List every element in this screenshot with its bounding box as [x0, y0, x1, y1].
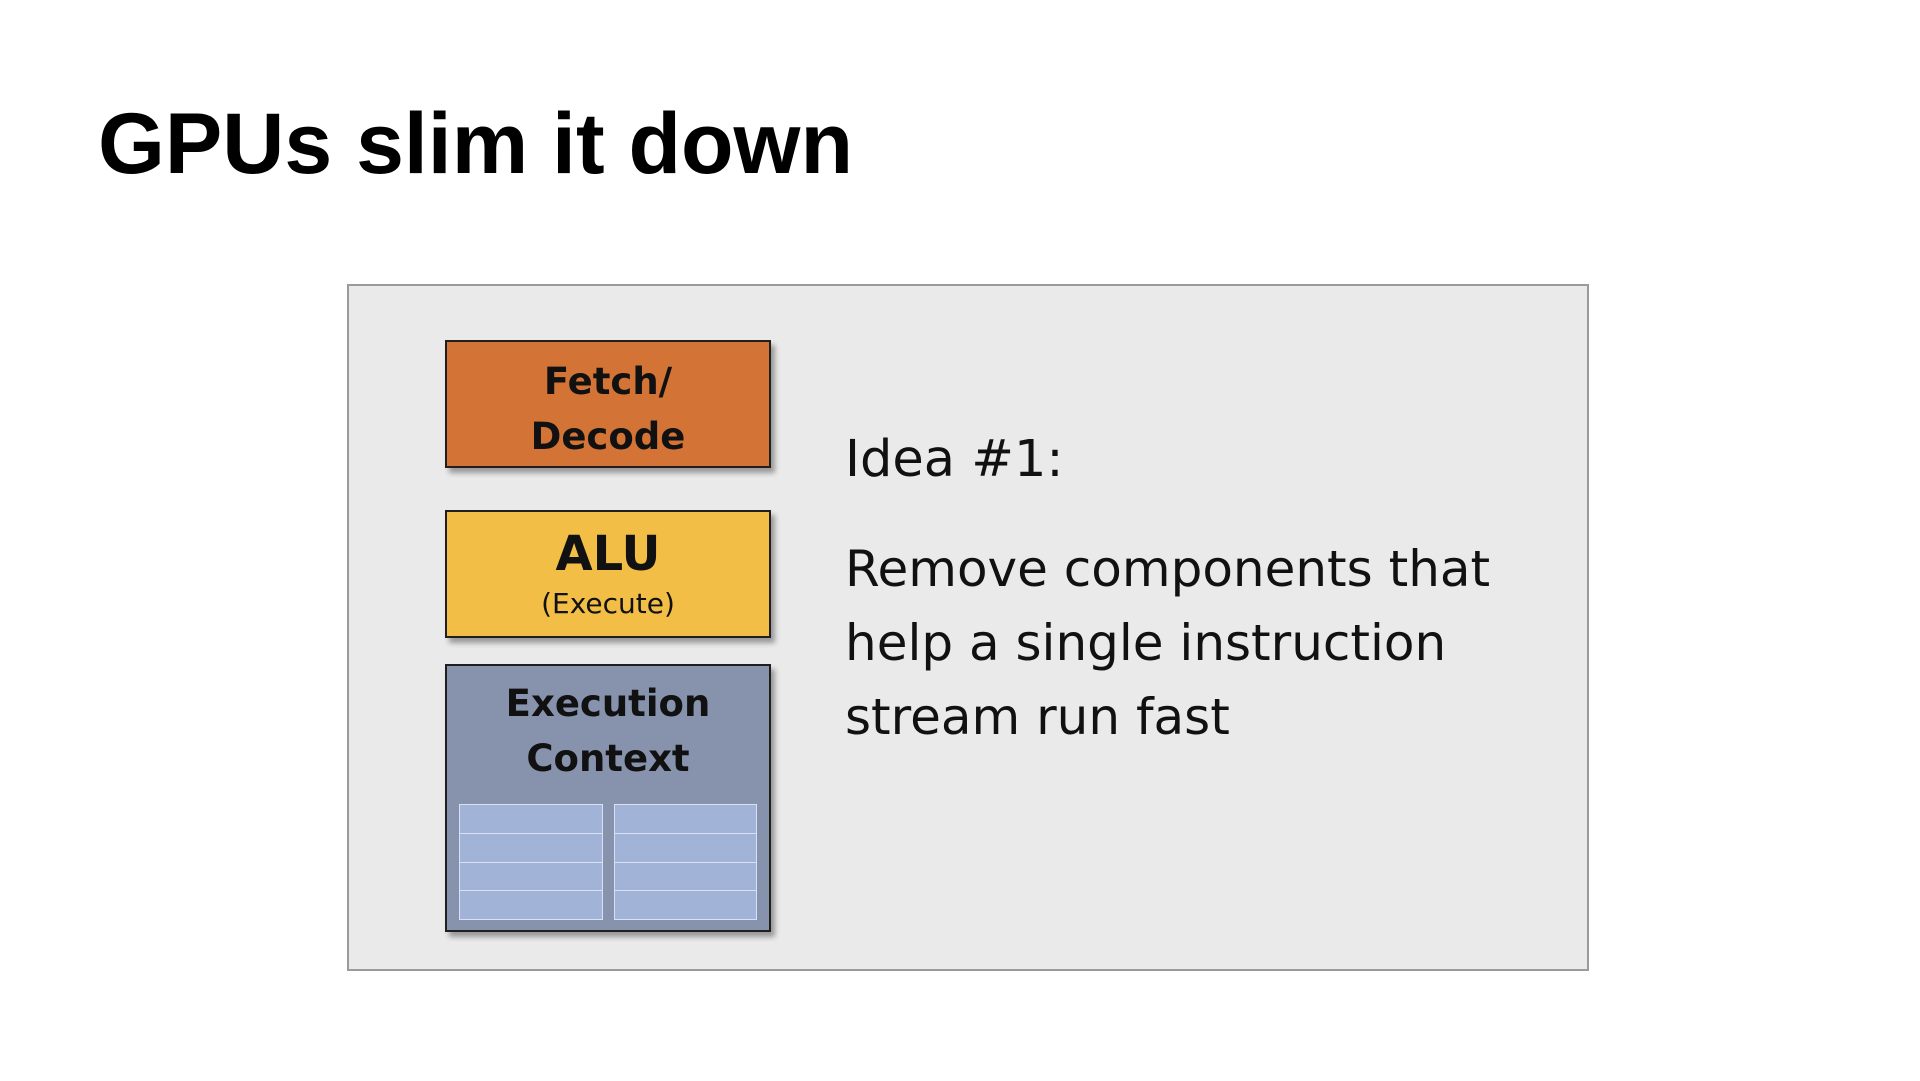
idea-line-3: stream run fast [845, 688, 1230, 746]
execution-context-label-line2: Context [526, 737, 690, 780]
register-cell [460, 805, 602, 834]
register-column [459, 804, 603, 920]
fetch-decode-label-line2: Decode [530, 415, 686, 458]
register-cell [460, 891, 602, 919]
register-cell [615, 805, 757, 834]
execution-context-label-line1: Execution [505, 682, 711, 725]
register-cell [460, 863, 602, 892]
idea-heading: Idea #1: [845, 430, 1064, 489]
register-column [614, 804, 758, 920]
alu-sublabel: (Execute) [541, 587, 675, 620]
alu-label: ALU [555, 526, 661, 582]
idea-description [845, 532, 1565, 754]
slide-title: GPUs slim it down [98, 96, 853, 192]
execution-context-registers [459, 804, 757, 920]
idea-line-2: help a single instruction [845, 614, 1447, 672]
diagram-panel [347, 284, 1589, 971]
alu-block [445, 510, 771, 638]
execution-context-block [445, 664, 771, 932]
fetch-decode-block [445, 340, 771, 468]
register-cell [615, 891, 757, 919]
fetch-decode-label-line1: Fetch/ [543, 360, 673, 403]
register-cell [615, 863, 757, 892]
register-cell [615, 834, 757, 863]
idea-line-1: Remove components that [845, 540, 1491, 598]
register-cell [460, 834, 602, 863]
